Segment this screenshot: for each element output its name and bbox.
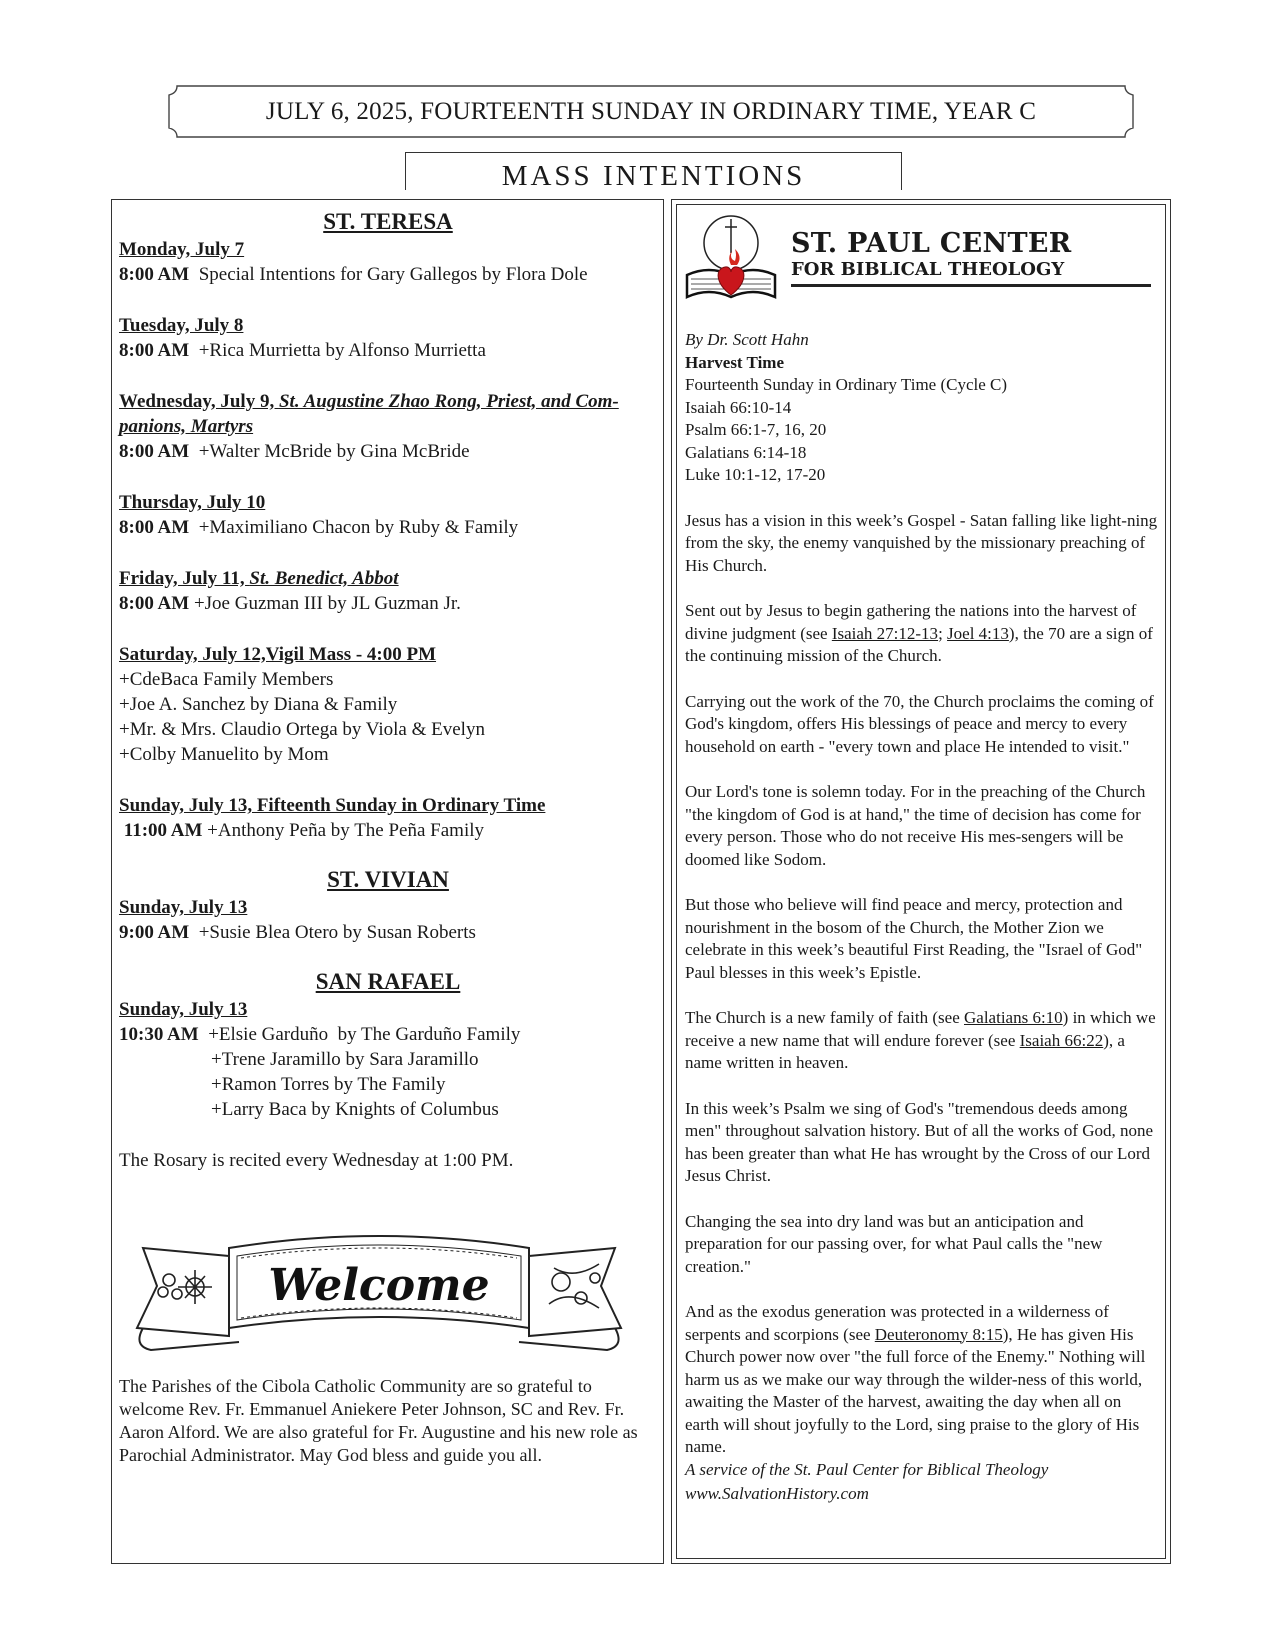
feast-name: St. Benedict, Abbot: [249, 568, 399, 589]
reading: Isaiah 66:10-14: [685, 397, 792, 417]
mass-entry: [119, 515, 657, 540]
paragraph: Changing the sea into dry land was but an anticipation and preparation for our passing over, for what Paul calls the "new creation.": [685, 1211, 1103, 1276]
byline: By Dr. Scott Hahn: [685, 330, 809, 349]
scripture-link[interactable]: Isaiah 27:12-13: [831, 623, 939, 643]
scripture-link[interactable]: Joel 4:13: [947, 623, 1009, 643]
feast-name: St. Augustine Zhao Rong, Priest, and Com-: [278, 391, 619, 412]
scripture-link[interactable]: Deuteronomy 8:15: [874, 1324, 1003, 1344]
day-heading: Sunday, July 13, Fifteenth Sunday in Ordinary Time: [119, 795, 546, 816]
mass-time: 8:00 AM: [119, 517, 190, 538]
date-banner: [167, 85, 1135, 138]
intention: +Ramon Torres by The Family: [211, 1074, 446, 1095]
feast-name: panions, Martyrs: [119, 416, 254, 437]
mass-entry: [119, 818, 657, 843]
mass-entry: [119, 920, 657, 945]
logo-line2: FOR BIBLICAL THEOLOGY: [791, 259, 1065, 280]
intention: Special Intentions for Gary Gallegos by Flora Dole: [189, 264, 588, 285]
intention: +Rica Murrietta by Alfonso Murrietta: [189, 340, 486, 361]
day-label: Wednesday, July 9,: [119, 391, 279, 412]
st-paul-center-logo: [685, 213, 1159, 303]
day-label: Friday, July 11,: [119, 568, 250, 589]
mass-entry: [119, 439, 657, 464]
text: ;: [938, 623, 948, 643]
welcome-word: Welcome: [268, 1260, 490, 1311]
intention: +Joe Guzman III by JL Guzman Jr.: [189, 593, 461, 614]
reading: Luke 10:1-12, 17-20: [685, 465, 826, 484]
reflection-column: [671, 199, 1171, 1564]
rosary-note: The Rosary is recited every Wednesday at 1:00 PM.: [119, 1150, 514, 1171]
mass-time: 10:30 AM: [119, 1024, 199, 1045]
day-heading: [119, 389, 657, 414]
paragraph: [685, 1007, 1159, 1075]
church-title-st-teresa: ST. TERESA: [323, 209, 453, 234]
mass-entry: [119, 338, 657, 363]
intention: +Walter McBride by Gina McBride: [189, 441, 470, 462]
text: ), a name written in heaven.: [685, 1030, 1125, 1072]
mass-entry: [119, 591, 657, 616]
intention: +Elsie Garduño by The Garduño Family: [198, 1024, 521, 1045]
logo-rule: [791, 284, 1151, 287]
intention: +Joe A. Sanchez by Diana & Family: [119, 694, 398, 715]
text: ), He has given His Church power now over "the full force of the Enemy." Nothing will harm us as we make our way through the wilder-ness of this world, awaiting the Master of the harvest, awaiting the day when all on earth will shout joyfully to the Lord, sing praise to the glory of His name.: [685, 1324, 1146, 1456]
day-heading: [119, 566, 657, 591]
mass-time: 8:00 AM: [119, 593, 190, 614]
mass-time: 8:00 AM: [119, 340, 190, 361]
mass-time: 11:00 AM: [119, 820, 203, 841]
intention: +Larry Baca by Knights of Columbus: [211, 1099, 499, 1120]
text: Sent out by Jesus to begin gathering the nations into the harvest of divine judgment (see: [685, 601, 1137, 643]
text: The Church is a new family of faith (see: [685, 1008, 964, 1027]
paragraph: Carrying out the work of the 70, the Church proclaims the coming of God's kingdom, offers His blessings of peace and mercy to every household on earth - "every town and place He intended to visit.": [685, 691, 1154, 756]
day-heading: Tuesday, July 8: [119, 315, 244, 336]
paragraph: But those who believe will find peace and mercy, protection and nourishment in the bosom of the Church, the Mother Zion we celebrate in this week’s beautiful First Reading, the "Israel of God" Paul blesses in this week’s Epistle.: [685, 895, 1143, 982]
scripture-link[interactable]: Galatians 6:10: [964, 1008, 1063, 1027]
paragraph: Jesus has a vision in this week’s Gospel - Satan falling like light-ning from the sky, the enemy vanquished by the missionary preaching of His Church.: [685, 510, 1158, 575]
church-title-san-rafael: SAN RAFAEL: [315, 969, 461, 994]
reading: Psalm 66:1-7, 16, 20: [685, 420, 827, 439]
day-heading: Sunday, July 13: [119, 999, 248, 1020]
website-link[interactable]: www.SalvationHistory.com: [685, 1484, 869, 1503]
text: ), the 70 are a sign of the continuing mission of the Church.: [685, 623, 1153, 665]
mass-entry: [119, 262, 657, 287]
date-line: JULY 6, 2025, FOURTEENTH SUNDAY IN ORDINARY TIME, YEAR C: [265, 97, 1037, 125]
mass-time: 8:00 AM: [119, 441, 190, 462]
day-heading: Sunday, July 13: [119, 897, 248, 918]
reflection-box: [676, 204, 1166, 1559]
bible-heart-icon: [685, 213, 777, 303]
scripture-link[interactable]: Isaiah 66:22: [1019, 1030, 1104, 1050]
day-heading: Monday, July 7: [119, 239, 245, 260]
text: ) in which we receive a new name that will endure forever (see: [685, 1008, 1156, 1050]
reading: Fourteenth Sunday in Ordinary Time (Cycle C): [685, 375, 1008, 394]
welcome-banner: [129, 1228, 629, 1353]
logo-line1: ST. PAUL CENTER: [791, 228, 1072, 259]
intention: +Trene Jaramillo by Sara Jaramillo: [211, 1049, 479, 1070]
day-heading: Thursday, July 10: [119, 492, 266, 513]
welcome-text: The Parishes of the Cibola Catholic Community are so grateful to welcome Rev. Fr. Emmanuel Aniekere Peter Johnson, SC and Rev. Fr. Aaron Alford. We are also grateful for Fr. Augustine and his new role as Parochial Administrator. May God bless and guide you all.: [119, 1376, 638, 1465]
logo-text: [791, 229, 1151, 287]
intention: +Maximiliano Chacon by Ruby & Family: [189, 517, 519, 538]
paragraph: In this week’s Psalm we sing of God's "tremendous deeds among men" throughout salvation history. But of all the works of God, none has been greater than what He has wrought by the Cross of our Lord Jesus Christ.: [685, 1098, 1154, 1185]
paragraph: [685, 1301, 1159, 1459]
mass-time: 9:00 AM: [119, 922, 190, 943]
intention: +CdeBaca Family Members: [119, 669, 334, 690]
mass-intentions-column: [111, 199, 664, 1564]
section-title: MASS INTENTIONS: [405, 152, 902, 190]
intention: +Susie Blea Otero by Susan Roberts: [189, 922, 476, 943]
day-heading: Saturday, July 12,Vigil Mass - 4:00 PM: [119, 644, 437, 665]
intention: +Colby Manuelito by Mom: [119, 744, 329, 765]
paragraph: [685, 600, 1159, 668]
service-line: A service of the St. Paul Center for Biblical Theology: [685, 1459, 1049, 1479]
reading: Galatians 6:14-18: [685, 442, 807, 462]
article-title: Harvest Time: [685, 352, 784, 372]
intention: +Anthony Peña by The Peña Family: [202, 820, 485, 841]
text: And as the exodus generation was protected in a wilderness of serpents and scorpions (see: [685, 1302, 1109, 1344]
church-title-st-vivian: ST. VIVIAN: [327, 867, 449, 892]
mass-time: 8:00 AM: [119, 264, 190, 285]
intention: +Mr. & Mrs. Claudio Ortega by Viola & Evelyn: [119, 719, 485, 740]
mass-entry: [119, 1022, 657, 1047]
paragraph: Our Lord's tone is solemn today. For in the preaching of the Church "the kingdom of God is at hand," the time of decision has come for every person. Those who do not receive His mes-sengers will be doomed like Sodom.: [685, 782, 1146, 869]
day-heading-cont: [119, 414, 657, 439]
